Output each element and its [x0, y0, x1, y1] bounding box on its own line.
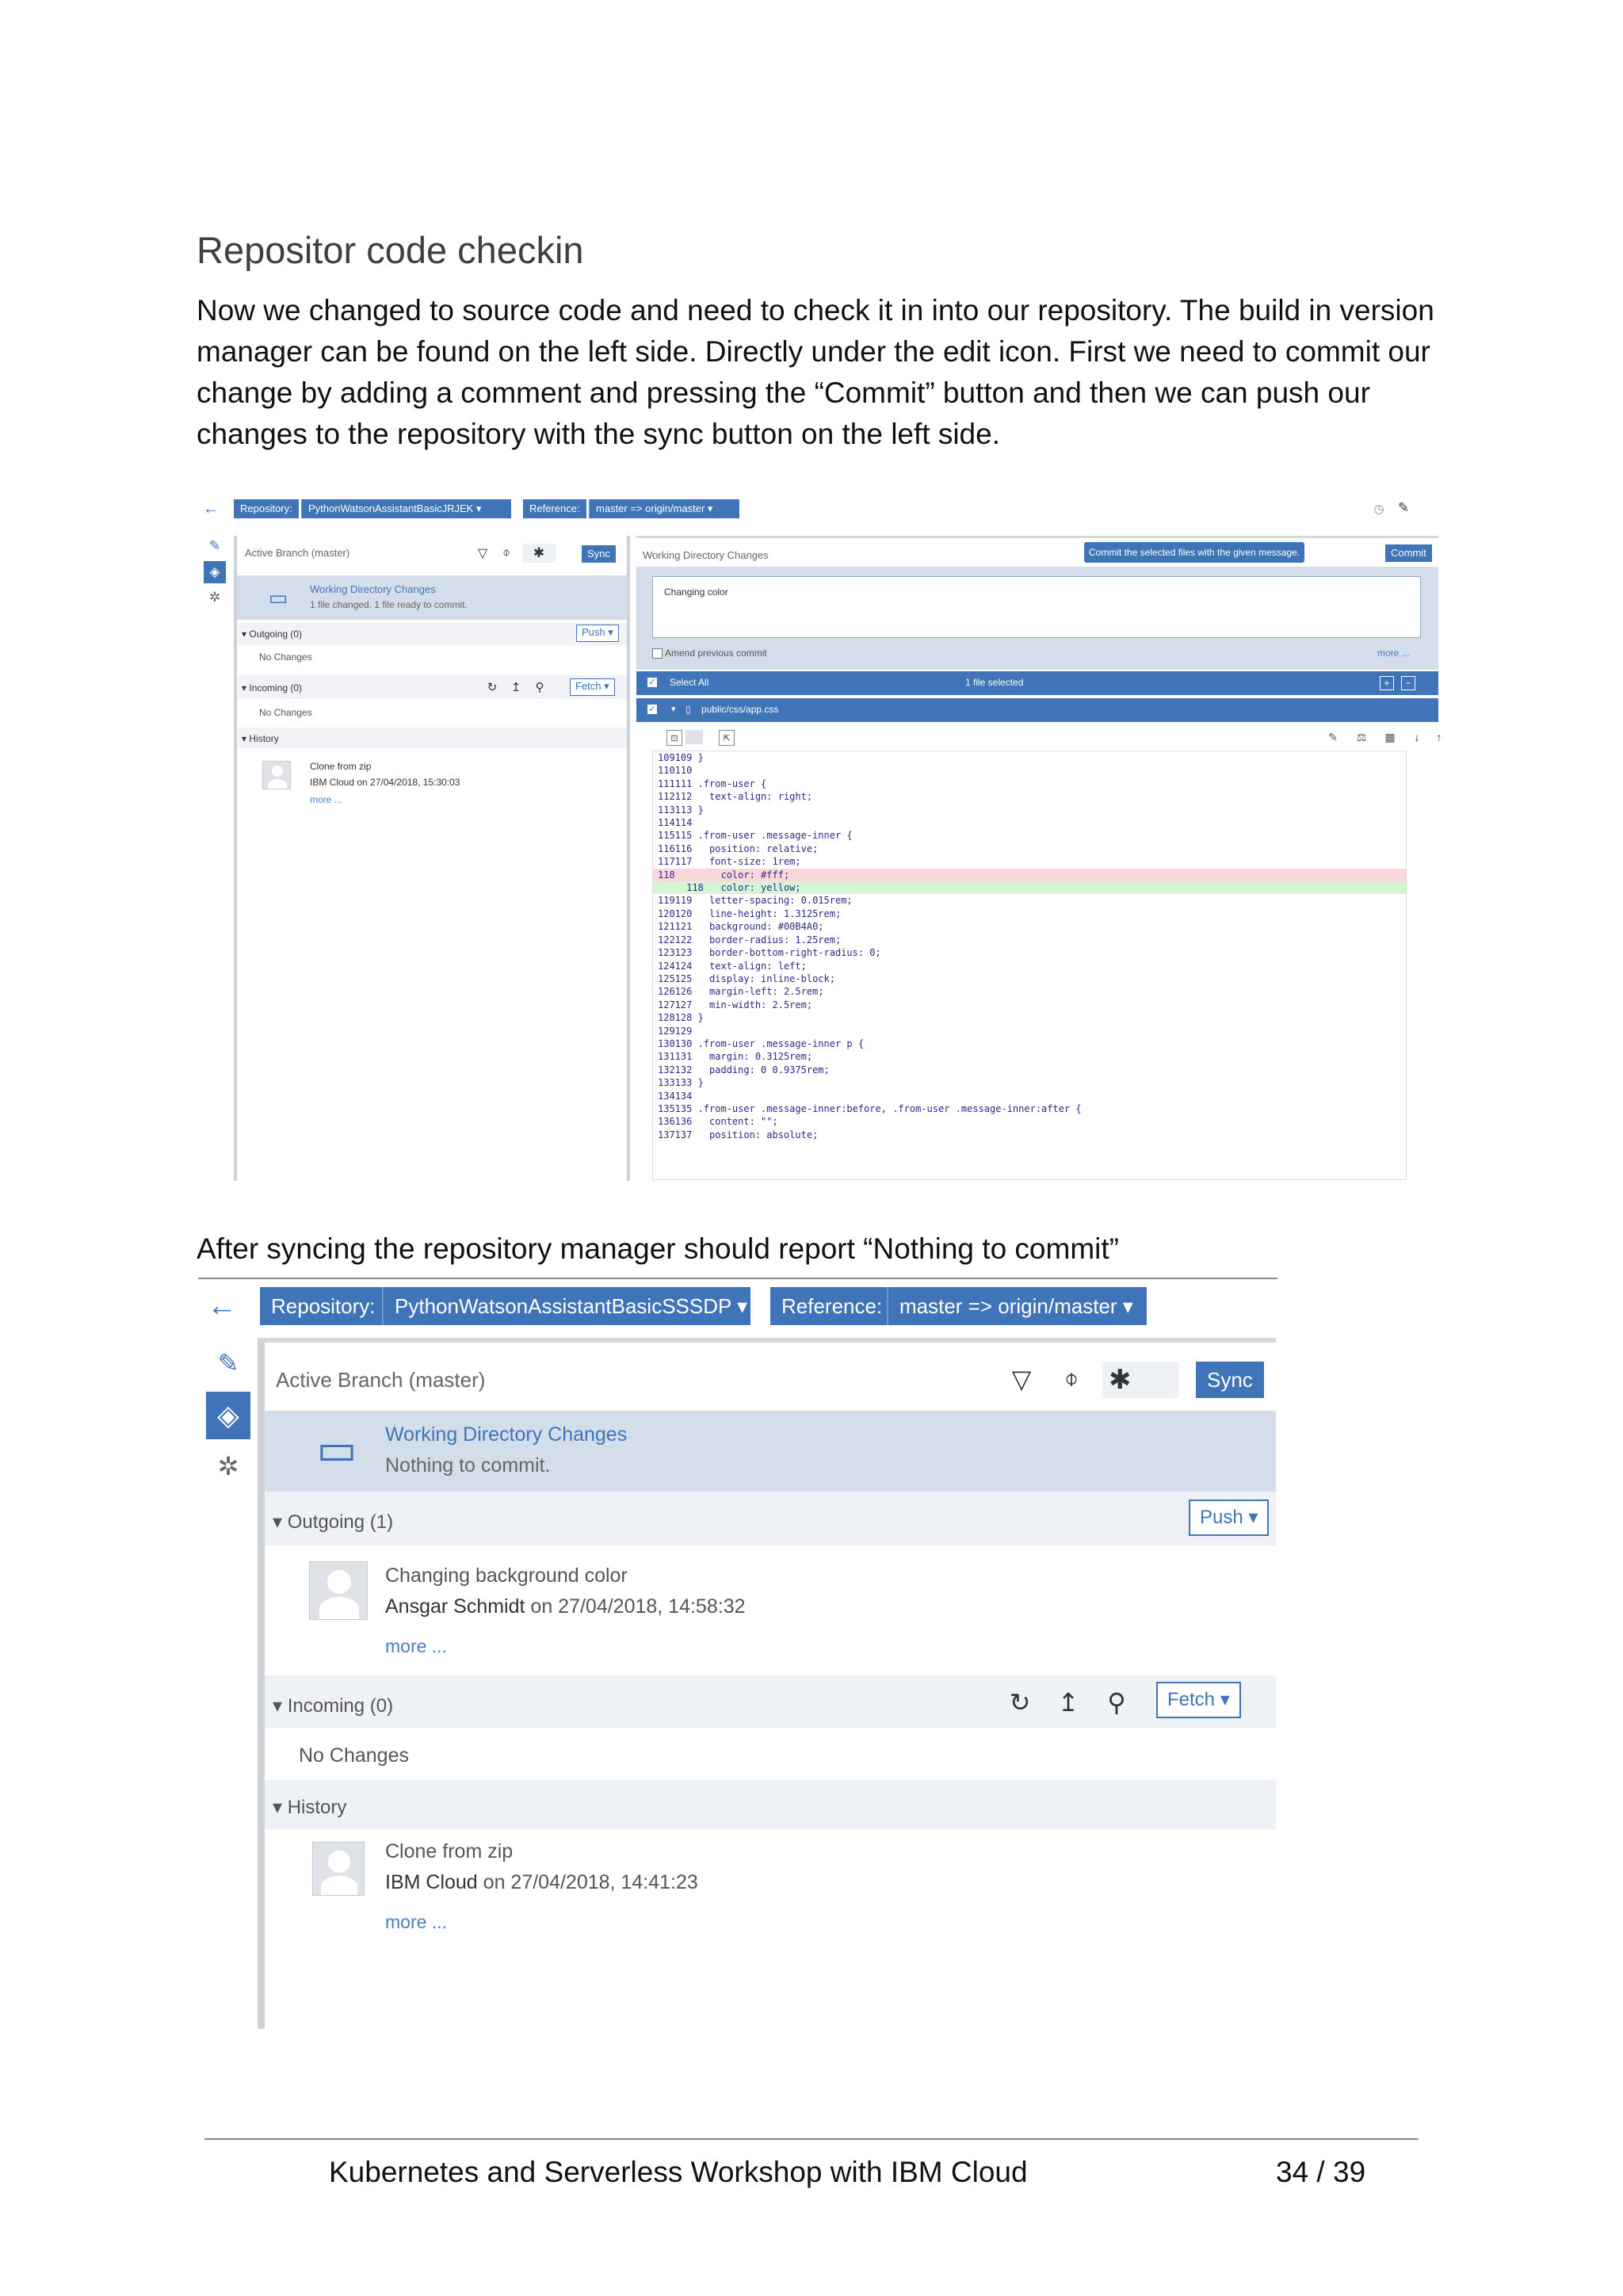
history-commit-title: Clone from zip — [385, 1840, 514, 1862]
wrench-icon[interactable]: ✎ — [1397, 500, 1410, 515]
sync-button[interactable]: Sync — [582, 545, 616, 563]
section-heading: Repositor code checkin — [197, 229, 584, 271]
commit-message-textarea[interactable]: Changing color — [652, 576, 1421, 638]
screenshot-commit-view — [202, 499, 1442, 1181]
git-panel — [258, 1338, 1276, 2029]
settings-gear-icon[interactable]: ✲ — [208, 590, 221, 605]
stash-toggle-icon[interactable]: ✱ — [1102, 1362, 1178, 1398]
next-diff-icon[interactable]: ↓ — [1414, 731, 1420, 743]
code-line: 120120 line-height: 1.3125rem; — [658, 907, 842, 919]
code-line: 123123 border-bottom-right-radius: 0; — [658, 947, 881, 959]
inline-diff-icon[interactable]: ⊡ — [666, 730, 682, 746]
previous-diff-icon[interactable]: ↑ — [1436, 731, 1442, 743]
reference-selector[interactable]: master => origin/master ▾ — [887, 1287, 1147, 1325]
commit-author: IBM Cloud — [385, 1871, 478, 1893]
code-line: 116116 position: relative; — [658, 842, 819, 854]
history-commit-meta: IBM Cloud on 27/04/2018, 15:30:03 — [310, 777, 460, 788]
code-line: 121121 background: #00B4A0; — [658, 921, 824, 933]
code-line: 117117 font-size: 1rem; — [658, 856, 801, 868]
code-line: 110110 — [658, 765, 693, 777]
fetch-button[interactable]: Fetch ▾ — [570, 678, 615, 696]
commit-graph-icon[interactable]: ⌽ — [1064, 1366, 1079, 1392]
chevron-down-icon[interactable]: ▾ — [671, 705, 676, 714]
expand-all-icon[interactable]: + — [1380, 676, 1394, 690]
filter-icon[interactable]: ▽ — [1011, 1365, 1032, 1393]
removed-code-line: 118 color: #fff; — [653, 869, 1406, 881]
file-checkbox[interactable]: ✓ — [648, 705, 656, 714]
reference-label: Reference: — [770, 1287, 893, 1325]
footer-divider — [204, 2138, 1419, 2140]
outgoing-header[interactable]: ▾ Outgoing (1) — [273, 1511, 394, 1533]
active-branch-label: Active Branch (master) — [245, 547, 350, 559]
added-code-line: 118 color: yellow; — [653, 881, 1406, 894]
code-line: 132132 padding: 0 0.9375rem; — [658, 1064, 830, 1075]
collapse-all-icon[interactable]: − — [1401, 676, 1415, 690]
code-line: 114114 — [658, 817, 693, 829]
stash-toggle-icon[interactable]: ✱ — [522, 544, 556, 563]
push-button[interactable]: Push ▾ — [576, 625, 619, 642]
code-line: 135135 .from-user .message-inner:before, .from-user .message-inner:after { — [658, 1102, 1082, 1114]
commit-tooltip: Commit the selected files with the given message. — [1084, 542, 1304, 563]
git-icon[interactable]: ◈ — [204, 561, 226, 583]
select-all-label: Select All — [670, 677, 709, 688]
amend-label: Amend previous commit — [665, 648, 767, 659]
fetch-icon[interactable]: ↻ — [1009, 1688, 1031, 1717]
history-header[interactable]: ▾ History — [273, 1797, 347, 1818]
commit-date: on 27/04/2018, 14:41:23 — [477, 1871, 698, 1893]
avatar — [262, 761, 291, 789]
history-more-link[interactable]: more ... — [385, 1912, 447, 1932]
pencil-icon[interactable]: ✎ — [1328, 730, 1338, 743]
edit-pencil-icon[interactable]: ✎ — [208, 538, 221, 553]
fetch-button[interactable]: Fetch ▾ — [1156, 1682, 1241, 1718]
incoming-header[interactable]: ▾ Incoming (0) — [242, 682, 303, 693]
repository-selector[interactable]: PythonWatsonAssistantBasicJRJEK ▾ — [301, 499, 511, 518]
working-directory-row[interactable] — [237, 575, 627, 620]
commit-graph-icon[interactable]: ⌽ — [502, 546, 510, 560]
outgoing-commit-meta — [385, 1595, 746, 1618]
file-icon: ▯ — [685, 704, 691, 715]
compare-icon[interactable]: ⚖ — [1356, 730, 1367, 743]
code-line: 125125 display: inline-block; — [658, 972, 835, 984]
collapse-arrow-icon: ▾ — [273, 1511, 288, 1533]
code-line: 111111 .from-user { — [658, 777, 767, 789]
file-row[interactable] — [636, 698, 1438, 722]
screenshot-after-sync — [198, 1276, 1276, 2029]
history-header[interactable]: ▾ History — [242, 733, 279, 744]
history-commit-meta — [385, 1871, 698, 1894]
history-commit-title: Clone from zip — [310, 761, 372, 772]
working-directory-row[interactable] — [265, 1411, 1276, 1492]
folder-icon: ▭ — [268, 585, 288, 609]
active-branch-label: Active Branch (master) — [276, 1368, 486, 1392]
code-line: 137137 position: absolute; — [658, 1129, 819, 1140]
code-line: 134134 — [658, 1090, 693, 1102]
settings-gear-icon[interactable]: ✲ — [217, 1452, 239, 1480]
rebase-icon[interactable]: ⚲ — [535, 681, 544, 694]
repository-selector[interactable]: PythonWatsonAssistantBasicSSSDP ▾ — [382, 1287, 750, 1325]
open-compare-icon[interactable]: ⇱ — [719, 730, 735, 746]
avatar — [309, 1561, 368, 1620]
more-options-link[interactable]: more ... — [1377, 648, 1410, 659]
wdc-subtitle: Nothing to commit. — [385, 1454, 551, 1477]
outgoing-header[interactable]: ▾ Outgoing (0) — [242, 628, 303, 640]
top-toolbar — [202, 499, 1438, 521]
commit-author: Ansgar Schmidt — [385, 1595, 525, 1618]
select-all-checkbox[interactable]: ✓ — [648, 678, 656, 687]
outgoing-more-link[interactable]: more ... — [385, 1636, 447, 1656]
wdc-subtitle: 1 file changed. 1 file ready to commit. — [310, 599, 468, 610]
code-line: 133133 } — [658, 1077, 704, 1089]
merge-icon[interactable]: ↥ — [510, 681, 521, 694]
code-line: 131131 margin: 0.3125rem; — [658, 1051, 813, 1063]
wdc-title[interactable]: Working Directory Changes — [310, 583, 436, 595]
code-line: 109109 } — [658, 752, 704, 763]
whitespace-icon[interactable]: ▦ — [1384, 730, 1396, 743]
code-line: 136136 content: ""; — [658, 1116, 778, 1128]
fetch-icon[interactable]: ↻ — [487, 681, 498, 694]
edit-pencil-icon[interactable]: ✎ — [217, 1349, 239, 1377]
incoming-no-changes: No Changes — [299, 1744, 409, 1767]
back-arrow-icon[interactable]: ← — [203, 499, 219, 518]
footer-title: Kubernetes and Serverless Workshop with IBM Cloud — [329, 2156, 1028, 2188]
git-icon[interactable]: ◈ — [206, 1392, 250, 1439]
code-line: 113113 } — [658, 804, 704, 816]
commit-date: on 27/04/2018, 14:58:32 — [525, 1595, 746, 1618]
code-line: 119119 letter-spacing: 0.015rem; — [658, 895, 853, 907]
page-number: 34 / 39 — [1276, 2156, 1366, 2188]
merge-icon[interactable]: ↥ — [1057, 1688, 1079, 1717]
code-line: 126126 margin-left: 2.5rem; — [658, 986, 824, 998]
incoming-no-changes: No Changes — [259, 707, 312, 718]
sync-button[interactable]: Sync — [1196, 1362, 1264, 1398]
folder-icon: ▭ — [316, 1425, 357, 1473]
incoming-header[interactable]: ▾ Incoming (0) — [273, 1695, 394, 1717]
code-line: 130130 .from-user .message-inner p { — [658, 1037, 865, 1049]
collapse-arrow-icon: ▾ — [273, 1695, 288, 1717]
git-left-panel — [234, 536, 630, 1181]
after-sync-paragraph: After syncing the repository manager should report “Nothing to commit” — [197, 1232, 1119, 1265]
filter-icon[interactable]: ▽ — [477, 547, 488, 560]
rebase-icon[interactable]: ⚲ — [1107, 1688, 1126, 1717]
clock-icon[interactable]: ◷ — [1373, 502, 1384, 516]
code-line: 129129 — [658, 1025, 693, 1037]
code-line: 112112 text-align: right; — [658, 791, 813, 803]
code-line: 128128 } — [658, 1012, 704, 1024]
code-line: 122122 border-radius: 1.25rem; — [658, 934, 842, 946]
commit-panel — [636, 536, 1442, 1181]
files-selected-count: 1 file selected — [965, 677, 1024, 688]
avatar — [312, 1842, 365, 1896]
reference-label: Reference: — [523, 499, 586, 518]
commit-button[interactable]: Commit — [1385, 544, 1432, 562]
intro-paragraph: Now we changed to source code and need to check it in into our repository. The build in version manager can be found on the left side. Directly under the edit icon. First we need to commit our change by adding a comment and pressing the “Commit” button and then we can push our changes to the repository with the sync button on the left side. — [197, 294, 1434, 450]
commit-panel-title: Working Directory Changes — [643, 549, 769, 561]
history-more-link[interactable]: more ... — [310, 794, 342, 805]
code-line: 127127 min-width: 2.5rem; — [658, 999, 813, 1010]
repository-label: Repository: — [260, 1287, 387, 1325]
collapse-arrow-icon: ▾ — [273, 1797, 288, 1818]
wdc-title[interactable]: Working Directory Changes — [385, 1423, 628, 1446]
outgoing-commit-title: Changing background color — [385, 1564, 628, 1587]
code-line: 124124 text-align: left; — [658, 960, 807, 972]
outgoing-no-changes: No Changes — [259, 651, 312, 663]
diff-code-view[interactable] — [652, 751, 1407, 1180]
reference-selector[interactable]: master => origin/master ▾ — [589, 499, 739, 518]
file-path[interactable]: public/css/app.css — [701, 704, 779, 715]
amend-checkbox[interactable] — [652, 648, 663, 659]
back-arrow-icon[interactable]: ← — [207, 1289, 237, 1323]
repository-label: Repository: — [234, 499, 299, 518]
code-line: 115115 .from-user .message-inner { — [658, 830, 853, 842]
side-by-side-icon[interactable] — [685, 730, 703, 744]
push-button[interactable]: Push ▾ — [1189, 1499, 1269, 1536]
